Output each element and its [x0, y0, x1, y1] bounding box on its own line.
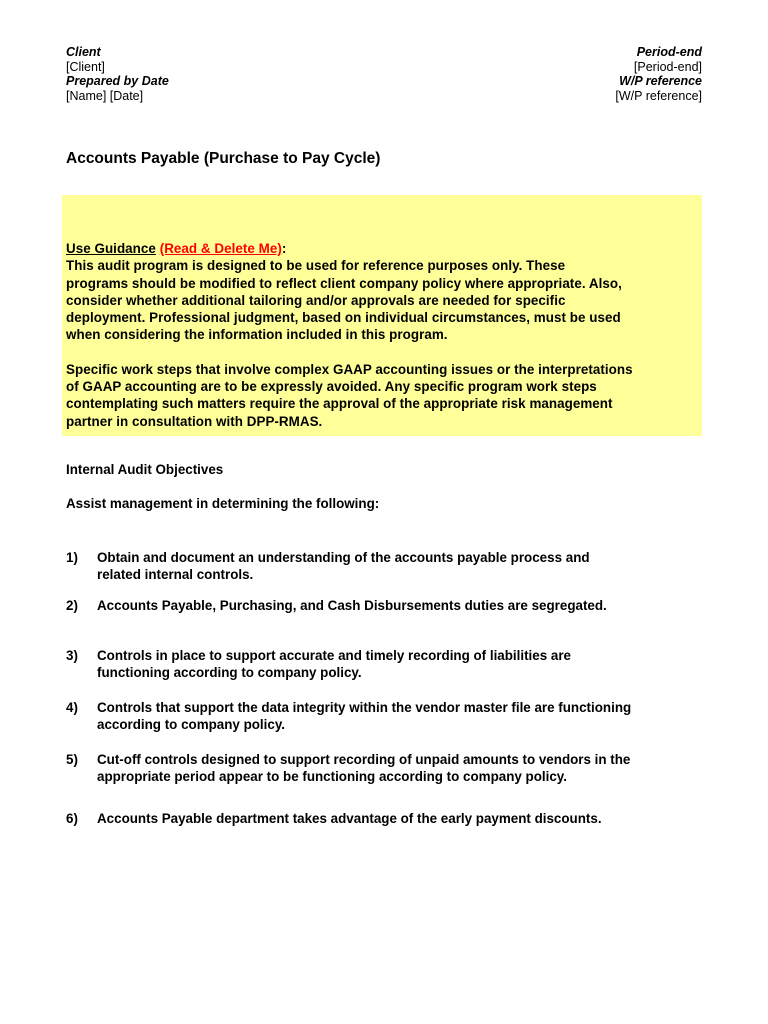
guidance-heading: Use Guidance [66, 241, 156, 256]
guidance-paragraph-2-line: partner in consultation with DPP-RMAS. [66, 413, 323, 429]
objective-number: 6) [66, 811, 78, 826]
objective-number: 4) [66, 700, 78, 715]
prepared-by-date-label: Prepared by Date [66, 74, 169, 89]
guidance-paragraph-2-line: Specific work steps that involve complex GAAP accounting issues or the interpretations [66, 361, 633, 377]
objective-text-line: Controls in place to support accurate and timely recording of liabilities are [97, 648, 571, 663]
guidance-paragraph-2 [66, 361, 702, 430]
objective-text-line: functioning according to company policy. [97, 665, 362, 681]
period-end-label: Period-end [636, 45, 702, 59]
wp-reference-label: W/P reference [619, 74, 702, 89]
guidance-paragraph-1-line: programs should be modified to reflect client company policy where appropriate. Also, [66, 275, 622, 291]
objectives-intro: Assist management in determining the following: [66, 496, 380, 511]
wp-reference-value: [W/P reference] [615, 88, 702, 103]
objective-text-line: Cut-off controls designed to support recording of unpaid amounts to vendors in the [97, 752, 631, 767]
objective-text-line: related internal controls. [97, 567, 254, 583]
objective-text [97, 699, 707, 734]
use-guidance-box [62, 195, 702, 436]
client-label: Client [66, 45, 101, 59]
header-left-block [66, 45, 169, 103]
header-right-block [615, 45, 702, 103]
section-title-internal-audit-objectives: Internal Audit Objectives [66, 462, 224, 477]
objective-text [97, 549, 707, 584]
objective-text-line: Obtain and document an understanding of the accounts payable process and [97, 550, 590, 565]
guidance-heading-line [66, 240, 702, 344]
guidance-heading-note: (Read & Delete Me) [159, 241, 282, 256]
objective-text-line: Accounts Payable, Purchasing, and Cash Disbursements duties are segregated. [97, 598, 607, 613]
objective-number: 5) [66, 752, 78, 767]
guidance-paragraph-1-line: This audit program is designed to be used for reference purposes only. These [66, 258, 566, 274]
objective-text [97, 647, 707, 682]
guidance-paragraph-2-line: contemplating such matters require the approval of the appropriate risk management [66, 396, 613, 412]
prepared-by-date-value: [Name] [Date] [66, 88, 144, 103]
document-title: Accounts Payable (Purchase to Pay Cycle) [66, 150, 381, 167]
guidance-paragraph-2-line: of GAAP accounting are to be expressly avoided. Any specific program work steps [66, 379, 597, 395]
objective-text [97, 810, 707, 827]
guidance-paragraph-1-line: deployment. Professional judgment, based on individual circumstances, must be used [66, 310, 621, 326]
objective-text-line: Accounts Payable department takes advantage of the early payment discounts. [97, 811, 602, 826]
guidance-heading-colon: : [281, 241, 287, 256]
client-value: [Client] [66, 59, 105, 74]
objective-text-line: appropriate period appear to be functioning according to company policy. [97, 769, 567, 785]
objective-text-line: Controls that support the data integrity within the vendor master file are functioning [97, 700, 632, 715]
objective-number: 1) [66, 550, 78, 565]
objective-text [97, 597, 707, 614]
guidance-paragraph-1-line: consider whether additional tailoring and/or approvals are needed for specific [66, 292, 566, 308]
objective-text-line: according to company policy. [97, 717, 285, 733]
objective-number: 2) [66, 598, 78, 613]
period-end-value: [Period-end] [633, 59, 702, 74]
objective-number: 3) [66, 648, 78, 663]
guidance-paragraph-1-line: when considering the information included in this program. [66, 327, 448, 343]
objective-text [97, 751, 707, 786]
